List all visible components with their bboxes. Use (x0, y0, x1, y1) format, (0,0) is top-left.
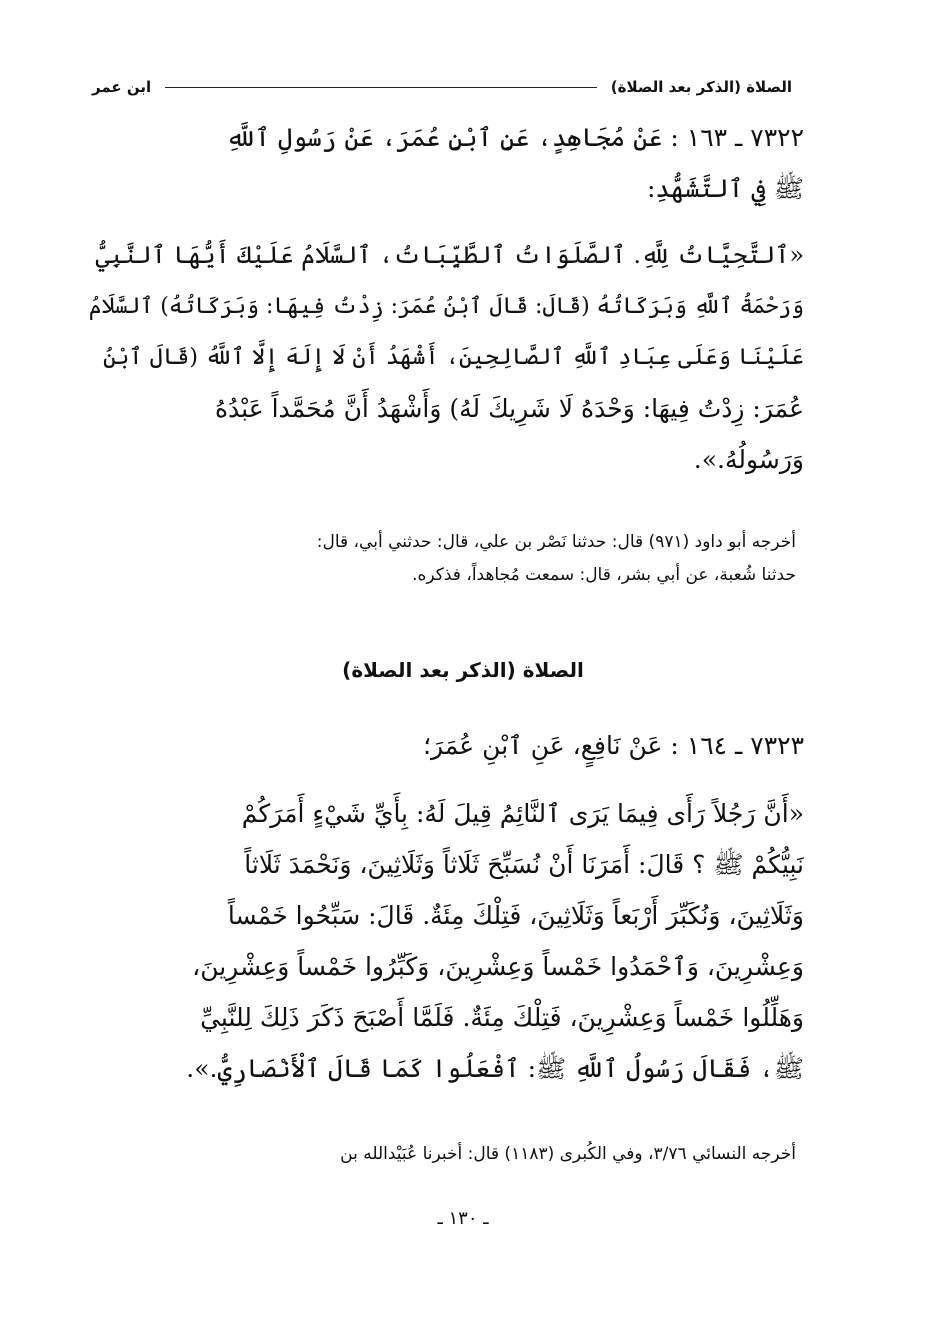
hadith-7323-text-line: نَبِيُّكُمْ ﷺ ؟ قَالَ: أَمَرَنَا أَنْ نُسَبِّحَ ثَلَاثاً وَثَلَاثِينَ، وَنَحْمَدَ ثَلَاثاً (244, 850, 804, 879)
footnote-line: حدثنا شُعبة، عن أبي بشر، قال: سمعت مُجاهداً، فذكره. (412, 565, 796, 585)
hadith-7322-text-line: عَلَيْنَا وَعَلَى عِبَادِ ٱللَّهِ ٱلصَّالِحِينَ، أَشْهَدُ أَنْ لَا إِلَهَ إِلَّا ٱللَّهُ (قَالَ ٱبْنُ (102, 344, 804, 370)
hadith-7323 (88, 720, 804, 771)
hadith-7323-isnad-line-1: ٧٣٢٣ ـ ١٦٤ : عَنْ نَافِعٍ، عَنِ ٱبْنِ عُمَرَ؛ (423, 731, 804, 760)
hadith-7322-text (88, 230, 804, 485)
hadith-7323-text-line: وَثَلَاثِينَ، وَنُكَبِّرَ أَرْبَعاً وَثَلَاثِينَ، فَتِلْكَ مِئَةٌ. قَالَ: سَبِّحُوا خَمْساً (227, 901, 804, 930)
hadith-7322 (88, 112, 804, 214)
hadith-7322-text-line: «ٱلتَّحِيَّاتُ لِلَّهِ. ٱلصَّلَوَاتُ ٱلطَّيِّبَاتُ، ٱلسَّلَامُ عَلَيْكَ أَيُّهَا ٱلنَّبِيُّ (95, 241, 804, 269)
running-head-rule (165, 87, 597, 88)
hadith-7323-text-line: وَهَلِّلُوا خَمْساً وَعِشْرِينَ، فَتِلْكَ مِئَةٌ. فَلَمَّا أَصْبَحَ ذَكَرَ ذَلِكَ لِلنَّبِيِّ (200, 1003, 804, 1032)
hadith-7323-text-line: وَعِشْرِينَ، وَٱحْمَدُوا خَمْساً وَعِشْرِينَ، وَكَبِّرُوا خَمْساً وَعِشْرِينَ، (192, 952, 804, 981)
hadith-7323-text (88, 788, 804, 1094)
hadith-7322-isnad-line-1: ٧٣٢٢ ـ ١٦٣ : عَنْ مُجَاهِدٍ، عَنِ ٱبْنِ عُمَرَ، عَنْ رَسُولِ ٱللَّهِ (225, 123, 804, 152)
hadith-7322-text-line: وَرَسُولُهُ.». (693, 445, 804, 474)
footnote-line: أخرجه النسائي ٣/٧٦، وفي الكُبرى (١١٨٣) قال: أخبرنا عُبَيْدالله بن (340, 1144, 796, 1164)
hadith-7322-isnad-line-2: ﷺ فِي ٱلتَّشَهُّدِ: (646, 174, 804, 203)
footnote-line: أخرجه أبو داود (٩٧١) قال: حدثنا نَصْر بن علي، قال: حدثني أبي، قال: (316, 532, 796, 552)
hadith-7322-text-line: وَرَحْمَةُ ٱللَّهِ وَبَرَكَاتُهُ (قَالَ: قَالَ ٱبْنُ عُمَرَ: زِدْتُ فِيهَا: وَبَرَكَاتُهُ) ٱلسَّلَامُ (88, 294, 804, 319)
section-title: الصلاة (الذكر بعد الصلاة) (342, 658, 584, 682)
hadith-7323-text-line: ﷺ، فَقَالَ رَسُولُ ٱللَّهِ ﷺ: ٱفْعَلُوا كَمَا قَالَ ٱلْأَنْصَارِيُّ.». (186, 1054, 804, 1083)
running-head-section: الصلاة (الذكر بعد الصلاة) (610, 78, 792, 96)
footnote-7323 (92, 1138, 796, 1171)
hadith-7322-text-line: عُمَرَ: زِدْتُ فِيهَا: وَحْدَهُ لَا شَرِيكَ لَهُ) وَأَشْهَدُ أَنَّ مُحَمَّداً عَبْدُهُ (214, 394, 804, 423)
page-number: ـ ١٣٠ ـ (437, 1208, 489, 1229)
hadith-7323-text-line: «أَنَّ رَجُلاً رَأَى فِيمَا يَرَى ٱلنَّائِمُ قِيلَ لَهُ: بِأَيِّ شَيْءٍ أَمَرَكُمْ (241, 799, 804, 828)
footnote-7322 (92, 526, 796, 592)
running-head (92, 74, 792, 100)
running-head-narrator: ابن عمر (92, 78, 152, 96)
